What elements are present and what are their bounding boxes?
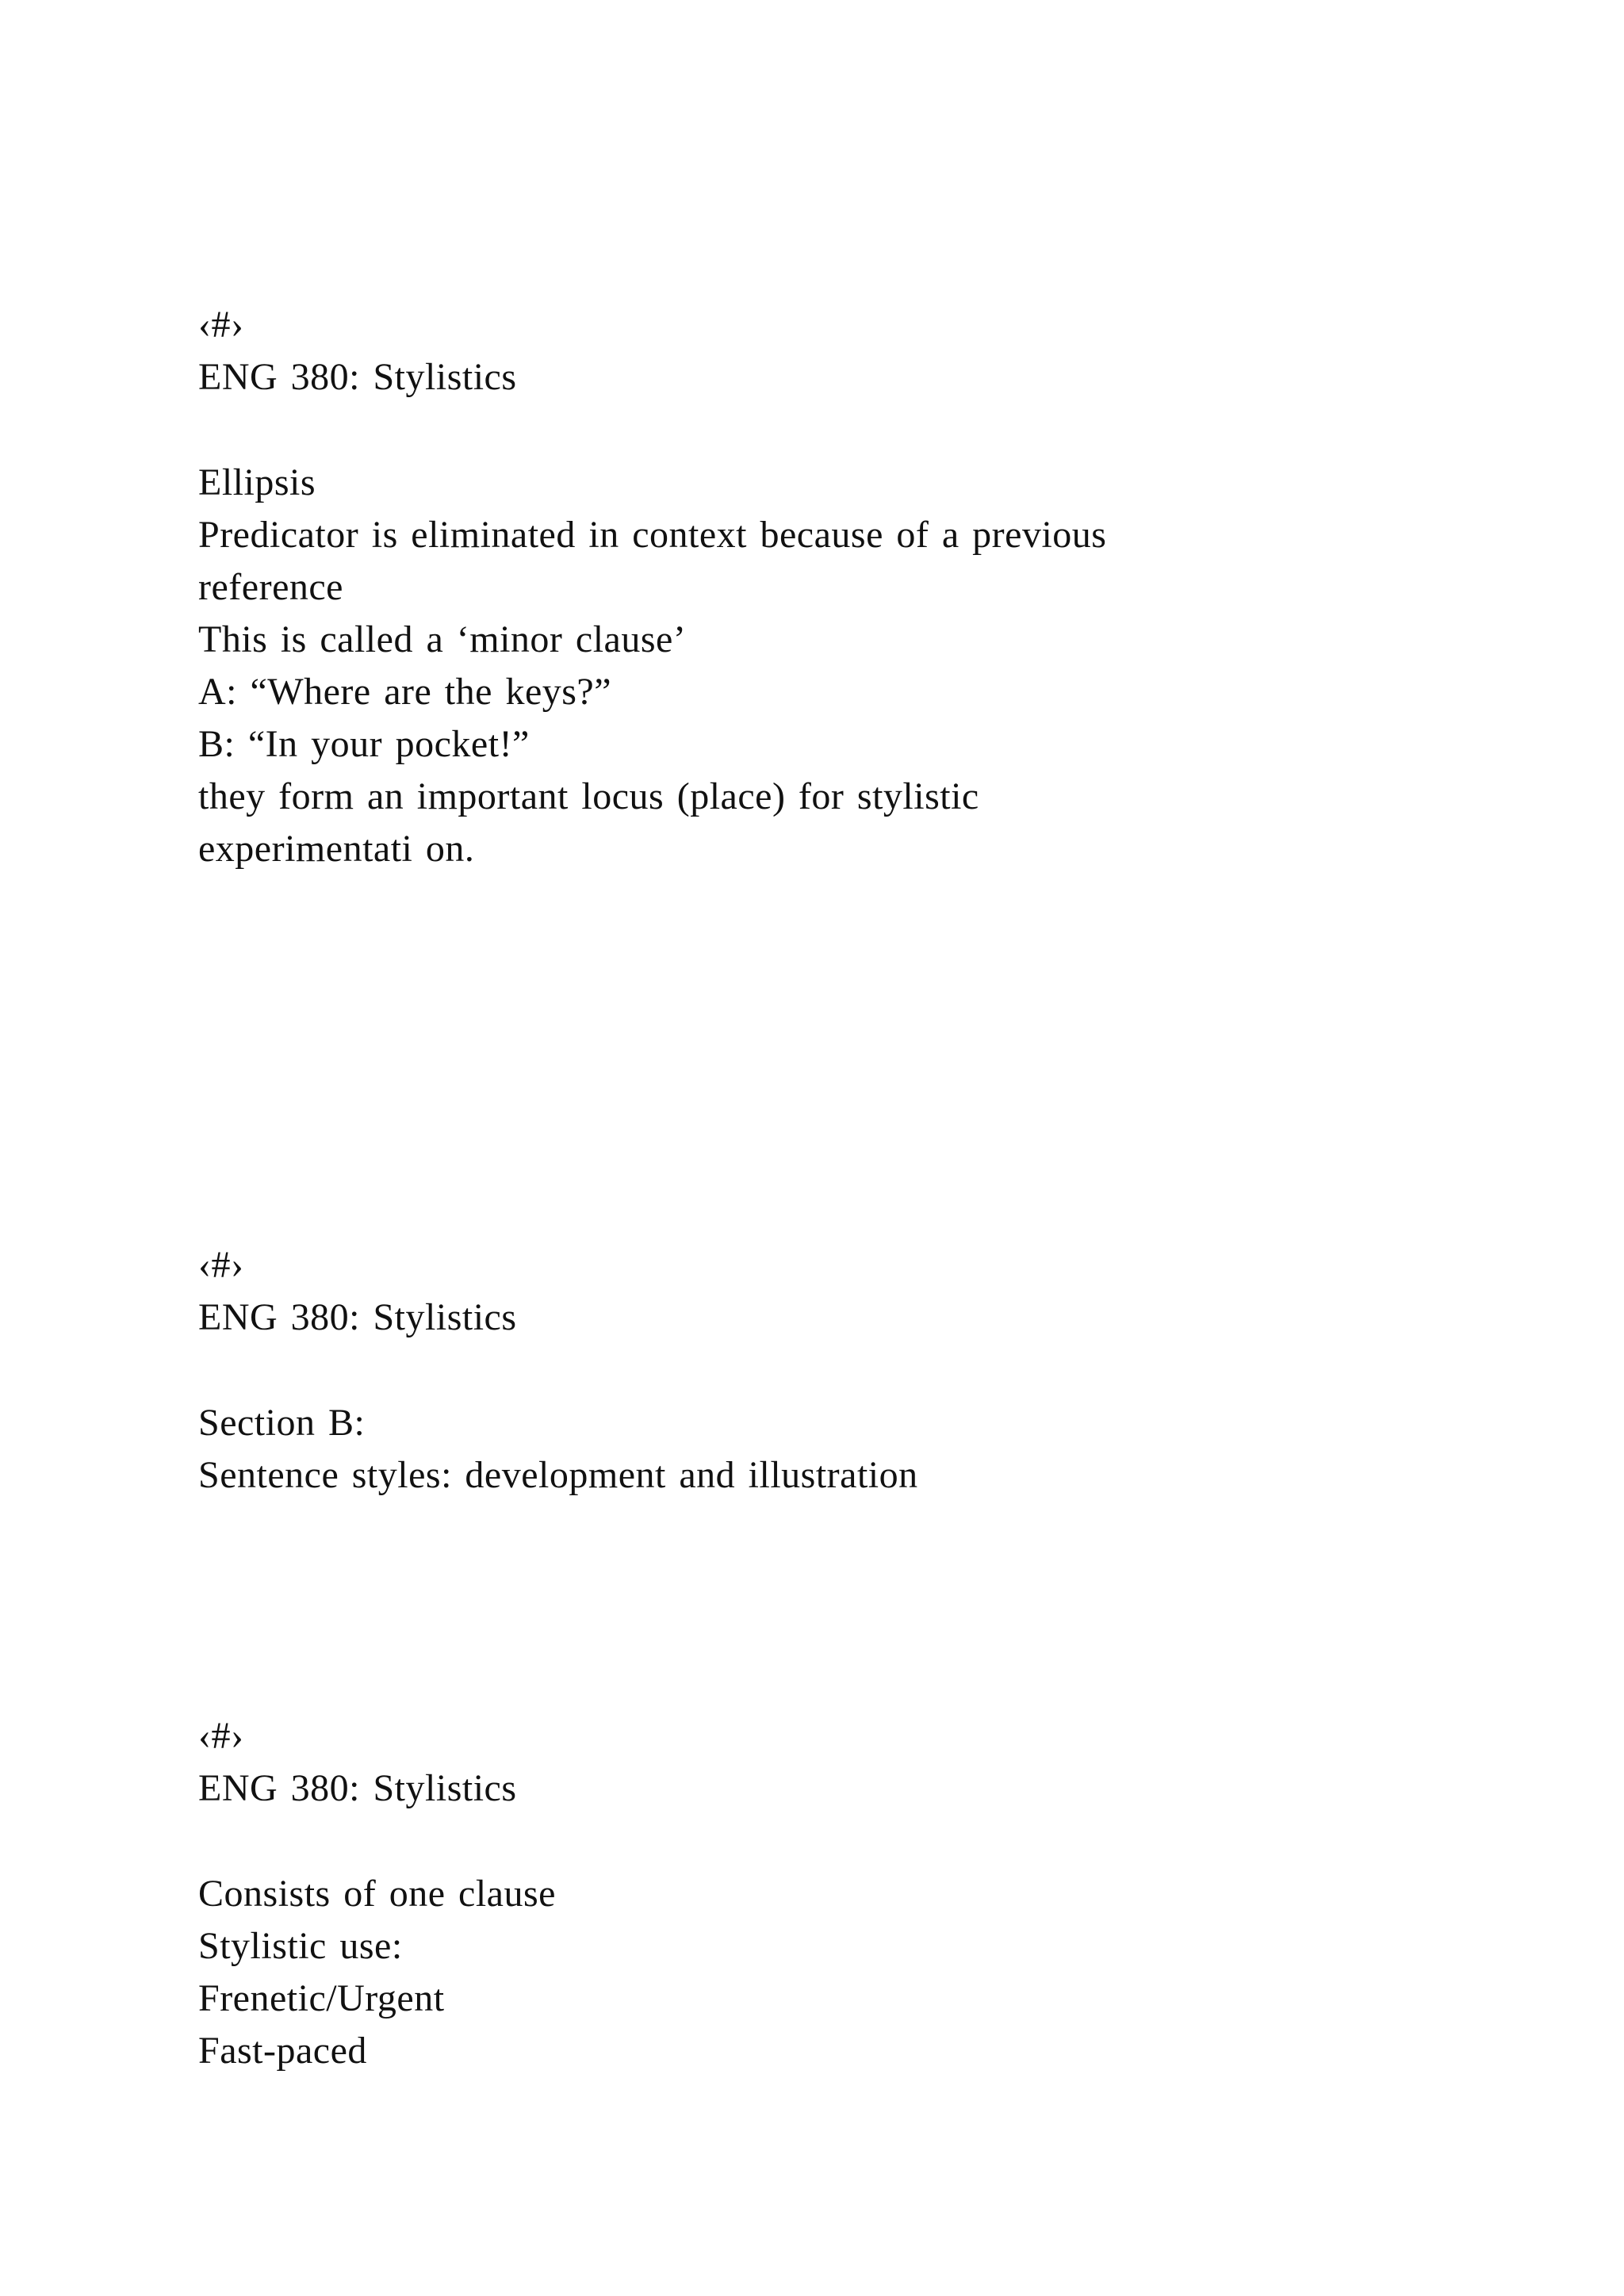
slide-number-marker: ‹#› — [198, 1715, 244, 1757]
section-heading: Section B: — [198, 1402, 366, 1444]
body-text-line: This is called a ‘minor clause’ — [198, 618, 687, 660]
dialogue-line-a: A: “Where are the keys?” — [198, 671, 612, 713]
body-text-line: Predicator is eliminated in context because of a previous — [198, 514, 1107, 556]
section-heading-ellipsis: Ellipsis — [198, 461, 316, 503]
body-text-line: Sentence styles: development and illustration — [198, 1454, 918, 1496]
body-text-line: experimentati on. — [198, 828, 475, 870]
body-text-line: Frenetic/Urgent — [198, 1977, 445, 2019]
dialogue-line-b: B: “In your pocket!” — [198, 723, 530, 765]
course-title: ENG 380: Stylistics — [198, 1767, 517, 1809]
slide-number-marker: ‹#› — [198, 304, 244, 346]
body-text-line: Fast-paced — [198, 2030, 367, 2072]
body-text-line: Stylistic use: — [198, 1925, 403, 1967]
body-text-line: reference — [198, 566, 343, 608]
slide-number-marker: ‹#› — [198, 1244, 244, 1286]
course-title: ENG 380: Stylistics — [198, 1296, 517, 1338]
course-title: ENG 380: Stylistics — [198, 356, 517, 398]
body-text-line: they form an important locus (place) for stylistic — [198, 775, 979, 817]
body-text-line: Consists of one clause — [198, 1873, 556, 1915]
